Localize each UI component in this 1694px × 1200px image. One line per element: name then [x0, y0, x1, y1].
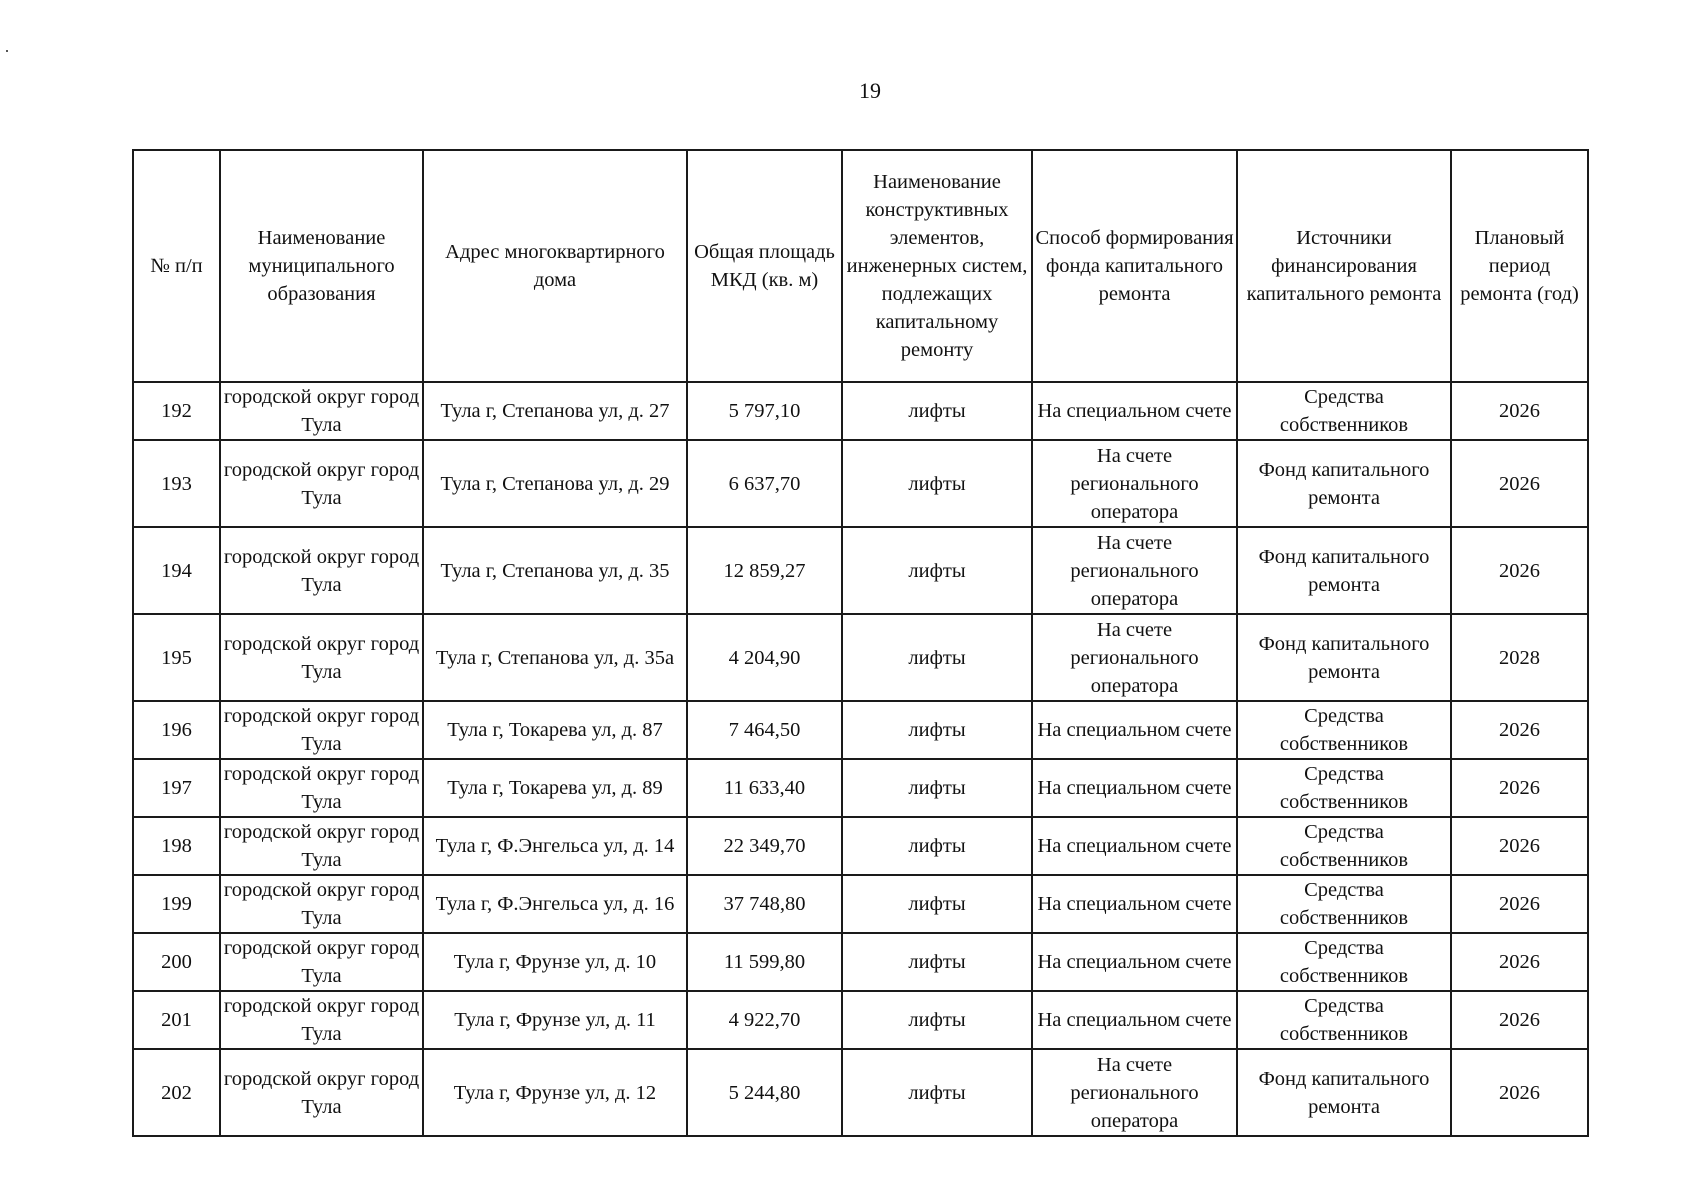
header-municipality: Наименование муниципального образования	[220, 150, 423, 382]
header-area: Общая площадь МКД (кв. м)	[687, 150, 842, 382]
table-row	[133, 382, 1588, 440]
cell-area: 4 922,70	[687, 991, 842, 1049]
scan-speck	[6, 50, 8, 52]
cell-element: лифты	[842, 440, 1032, 527]
cell-num: 193	[133, 440, 220, 527]
page-number: 19	[859, 78, 881, 103]
cell-method: На специальном счете	[1032, 382, 1237, 440]
cell-year: 2026	[1451, 440, 1588, 527]
table-row	[133, 933, 1588, 991]
cell-municipality: городской округ город Тула	[220, 991, 423, 1049]
cell-num: 201	[133, 991, 220, 1049]
cell-source: Фонд капитального ремонта	[1237, 527, 1451, 614]
cell-method: На счете регионального оператора	[1032, 614, 1237, 701]
cell-source: Средства собственников	[1237, 701, 1451, 759]
cell-address: Тула г, Ф.Энгельса ул, д. 16	[423, 875, 687, 933]
cell-method: На специальном счете	[1032, 933, 1237, 991]
cell-element: лифты	[842, 875, 1032, 933]
cell-method: На специальном счете	[1032, 701, 1237, 759]
cell-source: Средства собственников	[1237, 933, 1451, 991]
cell-num: 200	[133, 933, 220, 991]
cell-municipality: городской округ город Тула	[220, 875, 423, 933]
cell-area: 11 633,40	[687, 759, 842, 817]
header-fund-method: Способ формирования фонда капитального ремонта	[1032, 150, 1237, 382]
cell-method: На специальном счете	[1032, 991, 1237, 1049]
cell-year: 2026	[1451, 527, 1588, 614]
cell-address: Тула г, Токарева ул, д. 87	[423, 701, 687, 759]
cell-area: 12 859,27	[687, 527, 842, 614]
cell-element: лифты	[842, 759, 1032, 817]
cell-element: лифты	[842, 382, 1032, 440]
cell-year: 2026	[1451, 875, 1588, 933]
cell-municipality: городской округ город Тула	[220, 1049, 423, 1136]
cell-year: 2026	[1451, 1049, 1588, 1136]
table-row	[133, 614, 1588, 701]
table-row	[133, 759, 1588, 817]
cell-address: Тула г, Степанова ул, д. 35	[423, 527, 687, 614]
cell-municipality: городской округ город Тула	[220, 382, 423, 440]
cell-method: На счете регионального оператора	[1032, 1049, 1237, 1136]
cell-source: Средства собственников	[1237, 875, 1451, 933]
table-row	[133, 875, 1588, 933]
cell-municipality: городской округ город Тула	[220, 933, 423, 991]
cell-num: 196	[133, 701, 220, 759]
repair-register-table	[132, 149, 1589, 1137]
cell-num: 195	[133, 614, 220, 701]
cell-year: 2028	[1451, 614, 1588, 701]
cell-source: Средства собственников	[1237, 991, 1451, 1049]
cell-source: Средства собственников	[1237, 382, 1451, 440]
table-row	[133, 991, 1588, 1049]
cell-element: лифты	[842, 1049, 1032, 1136]
cell-address: Тула г, Ф.Энгельса ул, д. 14	[423, 817, 687, 875]
cell-area: 5 244,80	[687, 1049, 842, 1136]
cell-address: Тула г, Токарева ул, д. 89	[423, 759, 687, 817]
cell-year: 2026	[1451, 933, 1588, 991]
cell-municipality: городской округ город Тула	[220, 759, 423, 817]
table-row	[133, 701, 1588, 759]
cell-element: лифты	[842, 614, 1032, 701]
cell-year: 2026	[1451, 991, 1588, 1049]
cell-year: 2026	[1451, 382, 1588, 440]
cell-source: Фонд капитального ремонта	[1237, 1049, 1451, 1136]
cell-year: 2026	[1451, 759, 1588, 817]
cell-area: 22 349,70	[687, 817, 842, 875]
cell-element: лифты	[842, 817, 1032, 875]
cell-municipality: городской округ город Тула	[220, 440, 423, 527]
cell-area: 7 464,50	[687, 701, 842, 759]
cell-area: 37 748,80	[687, 875, 842, 933]
cell-num: 197	[133, 759, 220, 817]
cell-year: 2026	[1451, 701, 1588, 759]
cell-municipality: городской округ город Тула	[220, 527, 423, 614]
cell-num: 192	[133, 382, 220, 440]
cell-source: Фонд капитального ремонта	[1237, 614, 1451, 701]
cell-method: На специальном счете	[1032, 875, 1237, 933]
header-address: Адрес многоквартирного дома	[423, 150, 687, 382]
cell-method: На специальном счете	[1032, 817, 1237, 875]
cell-source: Средства собственников	[1237, 817, 1451, 875]
cell-address: Тула г, Степанова ул, д. 27	[423, 382, 687, 440]
table-row	[133, 440, 1588, 527]
cell-num: 199	[133, 875, 220, 933]
cell-municipality: городской округ город Тула	[220, 614, 423, 701]
cell-element: лифты	[842, 527, 1032, 614]
cell-method: На счете регионального оператора	[1032, 527, 1237, 614]
cell-area: 11 599,80	[687, 933, 842, 991]
header-planned-year: Плановый период ремонта (год)	[1451, 150, 1588, 382]
cell-source: Средства собственников	[1237, 759, 1451, 817]
cell-num: 198	[133, 817, 220, 875]
table-row	[133, 1049, 1588, 1136]
header-elements: Наименование конструктивных элементов, инженерных систем, подлежащих капитальному ремонту	[842, 150, 1032, 382]
cell-address: Тула г, Степанова ул, д. 29	[423, 440, 687, 527]
cell-num: 194	[133, 527, 220, 614]
cell-method: На счете регионального оператора	[1032, 440, 1237, 527]
cell-method: На специальном счете	[1032, 759, 1237, 817]
cell-area: 4 204,90	[687, 614, 842, 701]
cell-address: Тула г, Степанова ул, д. 35а	[423, 614, 687, 701]
cell-element: лифты	[842, 701, 1032, 759]
header-funding-source: Источники финансирования капитального ремонта	[1237, 150, 1451, 382]
cell-num: 202	[133, 1049, 220, 1136]
cell-year: 2026	[1451, 817, 1588, 875]
cell-source: Фонд капитального ремонта	[1237, 440, 1451, 527]
cell-element: лифты	[842, 933, 1032, 991]
table-row	[133, 527, 1588, 614]
header-num: № п/п	[133, 150, 220, 382]
cell-address: Тула г, Фрунзе ул, д. 12	[423, 1049, 687, 1136]
cell-area: 6 637,70	[687, 440, 842, 527]
header-row	[133, 150, 1588, 382]
cell-element: лифты	[842, 991, 1032, 1049]
table-row	[133, 817, 1588, 875]
cell-address: Тула г, Фрунзе ул, д. 11	[423, 991, 687, 1049]
cell-municipality: городской округ город Тула	[220, 817, 423, 875]
cell-address: Тула г, Фрунзе ул, д. 10	[423, 933, 687, 991]
cell-area: 5 797,10	[687, 382, 842, 440]
cell-municipality: городской округ город Тула	[220, 701, 423, 759]
